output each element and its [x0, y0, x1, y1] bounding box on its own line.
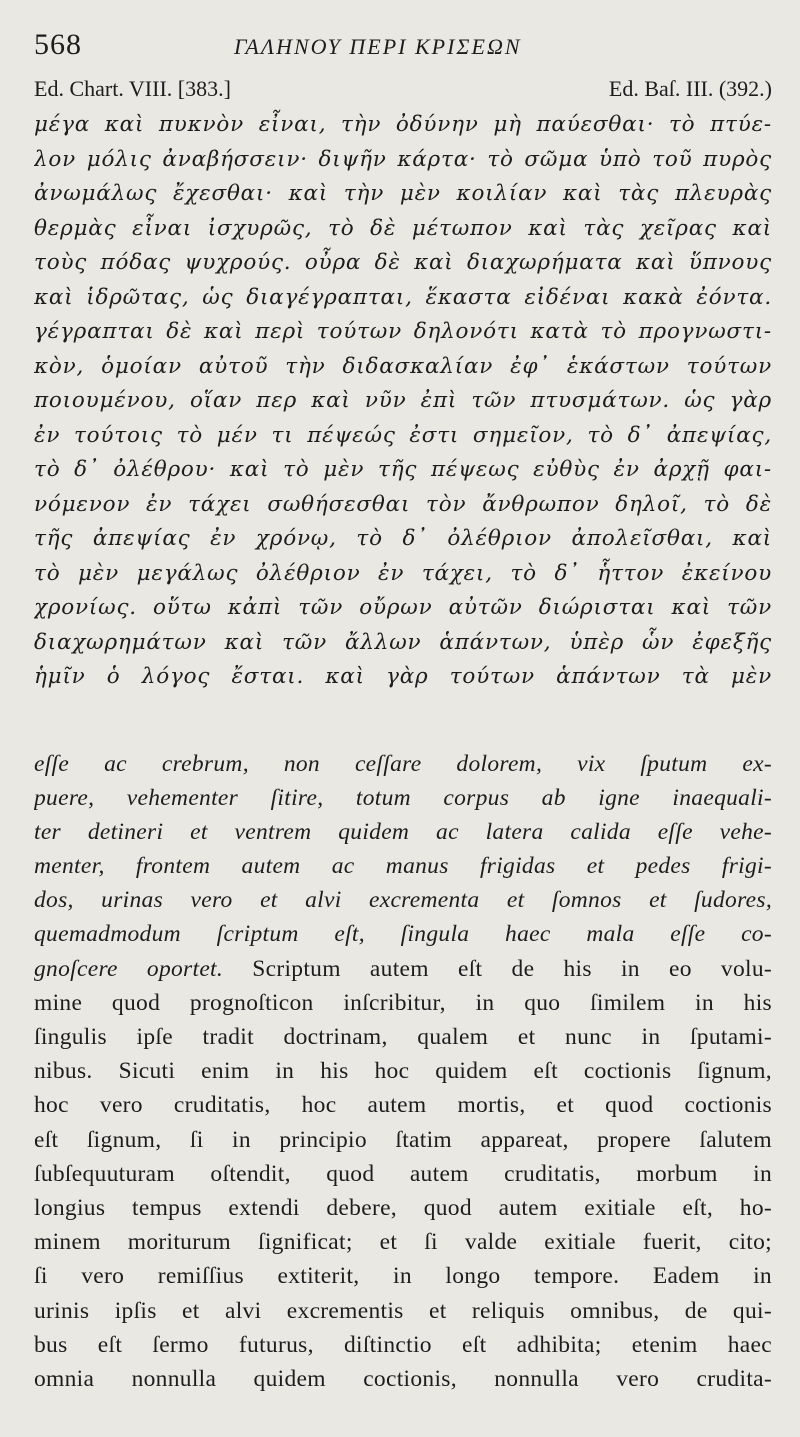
- section-gap: [34, 695, 772, 747]
- latin-roman-segment: omnia nonnulla quidem coctionis, nonnulla vero crudita-: [34, 1365, 772, 1392]
- latin-text-line: [34, 1259, 772, 1293]
- latin-roman-segment: urinis ipſis et alvi excrementis et reliquis omnibus, de qui-: [34, 1297, 772, 1324]
- latin-roman-segment: mine quod prognoſticon inſcribitur, in quo ſimilem in his: [34, 989, 772, 1016]
- latin-roman-segment: longius tempus extendi debere, quod autem exitiale eſt, ho-: [34, 1194, 772, 1221]
- page-number: 568: [34, 28, 82, 61]
- greek-text-line: καὶ ἱδρῶτας, ὡς διαγέγραπται, ἕκαστα εἰδέναι κακὰ ἐόντα.: [34, 284, 772, 310]
- greek-text-line: τὸ μὲν μεγάλως ὀλέθριον ἐν τάχει, τὸ δ᾽ ἧττον ἐκείνου: [34, 560, 772, 586]
- running-title: ΓΑΛΗΝΟΥ ΠΕΡΙ ΚΡΙΣΕΩΝ: [234, 34, 522, 59]
- greek-text-line: τῆς ἀπεψίας ἐν χρόνῳ, τὸ δ᾽ ὀλέθριον ἀπολεῖσθαι, καὶ: [34, 526, 772, 551]
- latin-text-line: [34, 1191, 772, 1225]
- greek-text-line: θερμὰς εἶναι ἰσχυρῶς, τὸ δὲ μέτωπον καὶ τὰς χεῖρας καὶ: [34, 215, 772, 241]
- latin-roman-segment: Scriptum autem eſt de his in eo volu-: [223, 955, 772, 982]
- latin-text-line: [34, 1328, 772, 1362]
- latin-italic-segment: gnoſcere oportet.: [34, 955, 224, 982]
- latin-text-line: [34, 917, 772, 951]
- latin-roman-segment: hoc vero cruditatis, hoc autem mortis, et quod coctionis: [34, 1092, 772, 1119]
- latin-roman-segment: nibus. Sicuti enim in his hoc quidem eſt coctionis ſignum,: [34, 1058, 772, 1085]
- latin-roman-segment: ſi vero remiſſius extiterit, in longo tempore. Eadem in: [34, 1263, 772, 1290]
- greek-text-block: [34, 108, 772, 695]
- latin-text-line: [34, 986, 772, 1020]
- edition-chart-reference: Ed. Chart. VIII. [383.]: [34, 76, 231, 101]
- latin-roman-segment: bus eſt ſermo futurus, diſtinctio eſt adhibita; etenim haec: [34, 1331, 772, 1358]
- latin-italic-segment: dos, urinas vero et alvi excrementa et ſomnos et ſudores,: [34, 887, 772, 914]
- latin-text-line: [34, 1362, 772, 1396]
- greek-text-line: μέγα καὶ πυκνὸν εἶναι, τὴν ὀδύνην μὴ παύεσθαι· τὸ πτύε-: [34, 112, 772, 137]
- latin-text-line: [34, 1157, 772, 1191]
- latin-italic-segment: ter detineri et ventrem quidem ac latera calida eſſe vehe-: [34, 818, 772, 845]
- latin-text-line: [34, 1294, 772, 1328]
- latin-text-line: [34, 781, 772, 815]
- greek-text-line: διαχωρημάτων καὶ τῶν ἄλλων ἁπάντων, ὑπὲρ ὧν ἐφεξῆς: [34, 629, 772, 655]
- latin-text-block: [34, 747, 772, 1397]
- latin-italic-segment: puere, vehementer ſitire, totum corpus ab igne inaequali-: [34, 784, 772, 811]
- greek-text-line: τὸ δ᾽ ὀλέθρου· καὶ τὸ μὲν τῆς πέψεως εὐθὺς ἐν ἀρχῇ φαι-: [34, 457, 772, 482]
- greek-text-line: γέγραπται δὲ καὶ περὶ τούτων δηλονότι κατὰ τὸ προγνωστι-: [34, 319, 772, 344]
- latin-text-line: [34, 1054, 772, 1088]
- latin-text-line: [34, 815, 772, 849]
- latin-text-line: [34, 1088, 772, 1122]
- greek-text-line: κὸν, ὁμοίαν αὐτοῦ τὴν διδασκαλίαν ἐφ᾽ ἑκάστων τούτων: [34, 353, 772, 379]
- latin-text-line: [34, 952, 772, 986]
- greek-text-line: ἡμῖν ὁ λόγος ἔσται. καὶ γὰρ τούτων ἁπάντων τὰ μὲν: [34, 664, 772, 689]
- latin-roman-segment: minem moriturum ſignificat; et ſi valde exitiale fuerit, cito;: [34, 1229, 772, 1256]
- latin-text-line: [34, 849, 772, 883]
- page-header: [34, 18, 772, 72]
- latin-roman-segment: eſt ſignum, ſi in principio ſtatim appareat, propere ſalutem: [34, 1126, 772, 1153]
- greek-text-line: ἐν τούτοις τὸ μέν τι πέψεώς ἐστι σημεῖον, τὸ δ᾽ ἀπεψίας,: [34, 422, 772, 448]
- greek-text-line: ποιουμένου, οἵαν περ καὶ νῦν ἐπὶ τῶν πτυσμάτων. ὡς γὰρ: [34, 388, 772, 413]
- edition-basel-reference: Ed. Baſ. III. (392.): [608, 76, 772, 101]
- latin-text-line: [34, 1225, 772, 1259]
- greek-text-line: λον μόλις ἀναβήσσειν· διψῆν κάρτα· τὸ σῶμα ὑπὸ τοῦ πυρὸς: [34, 146, 772, 172]
- latin-text-line: [34, 883, 772, 917]
- greek-text-line: τοὺς πόδας ψυχρούς. οὖρα δὲ καὶ διαχωρήματα καὶ ὕπνους: [34, 250, 772, 275]
- greek-text-line: χρονίως. οὕτω κἀπὶ τῶν οὔρων αὐτῶν διώρισται καὶ τῶν: [34, 595, 772, 620]
- latin-roman-segment: ſingulis ipſe tradit doctrinam, qualem et nunc in ſputami-: [34, 1024, 772, 1050]
- latin-text-line: [34, 747, 772, 781]
- latin-text-line: [34, 1020, 772, 1054]
- latin-italic-segment: quemadmodum ſcriptum eſt, ſingula haec mala eſſe co-: [34, 921, 772, 948]
- latin-italic-segment: eſſe ac crebrum, non ceſſare dolorem, vix ſputum ex-: [34, 750, 772, 777]
- greek-text-line: νόμενον ἐν τάχει σωθήσεσθαι τὸν ἄνθρωπον δηλοῖ, τὸ δὲ: [34, 491, 772, 517]
- edition-references: [34, 72, 772, 108]
- greek-text-line: ἀνωμάλως ἔχεσθαι· καὶ τὴν μὲν κοιλίαν καὶ τὰς πλευρὰς: [34, 181, 772, 206]
- latin-italic-segment: menter, frontem autem ac manus frigidas et pedes frigi-: [34, 853, 772, 880]
- latin-text-line: [34, 1123, 772, 1157]
- latin-roman-segment: ſubſequuturam oſtendit, quod autem cruditatis, morbum in: [34, 1160, 772, 1187]
